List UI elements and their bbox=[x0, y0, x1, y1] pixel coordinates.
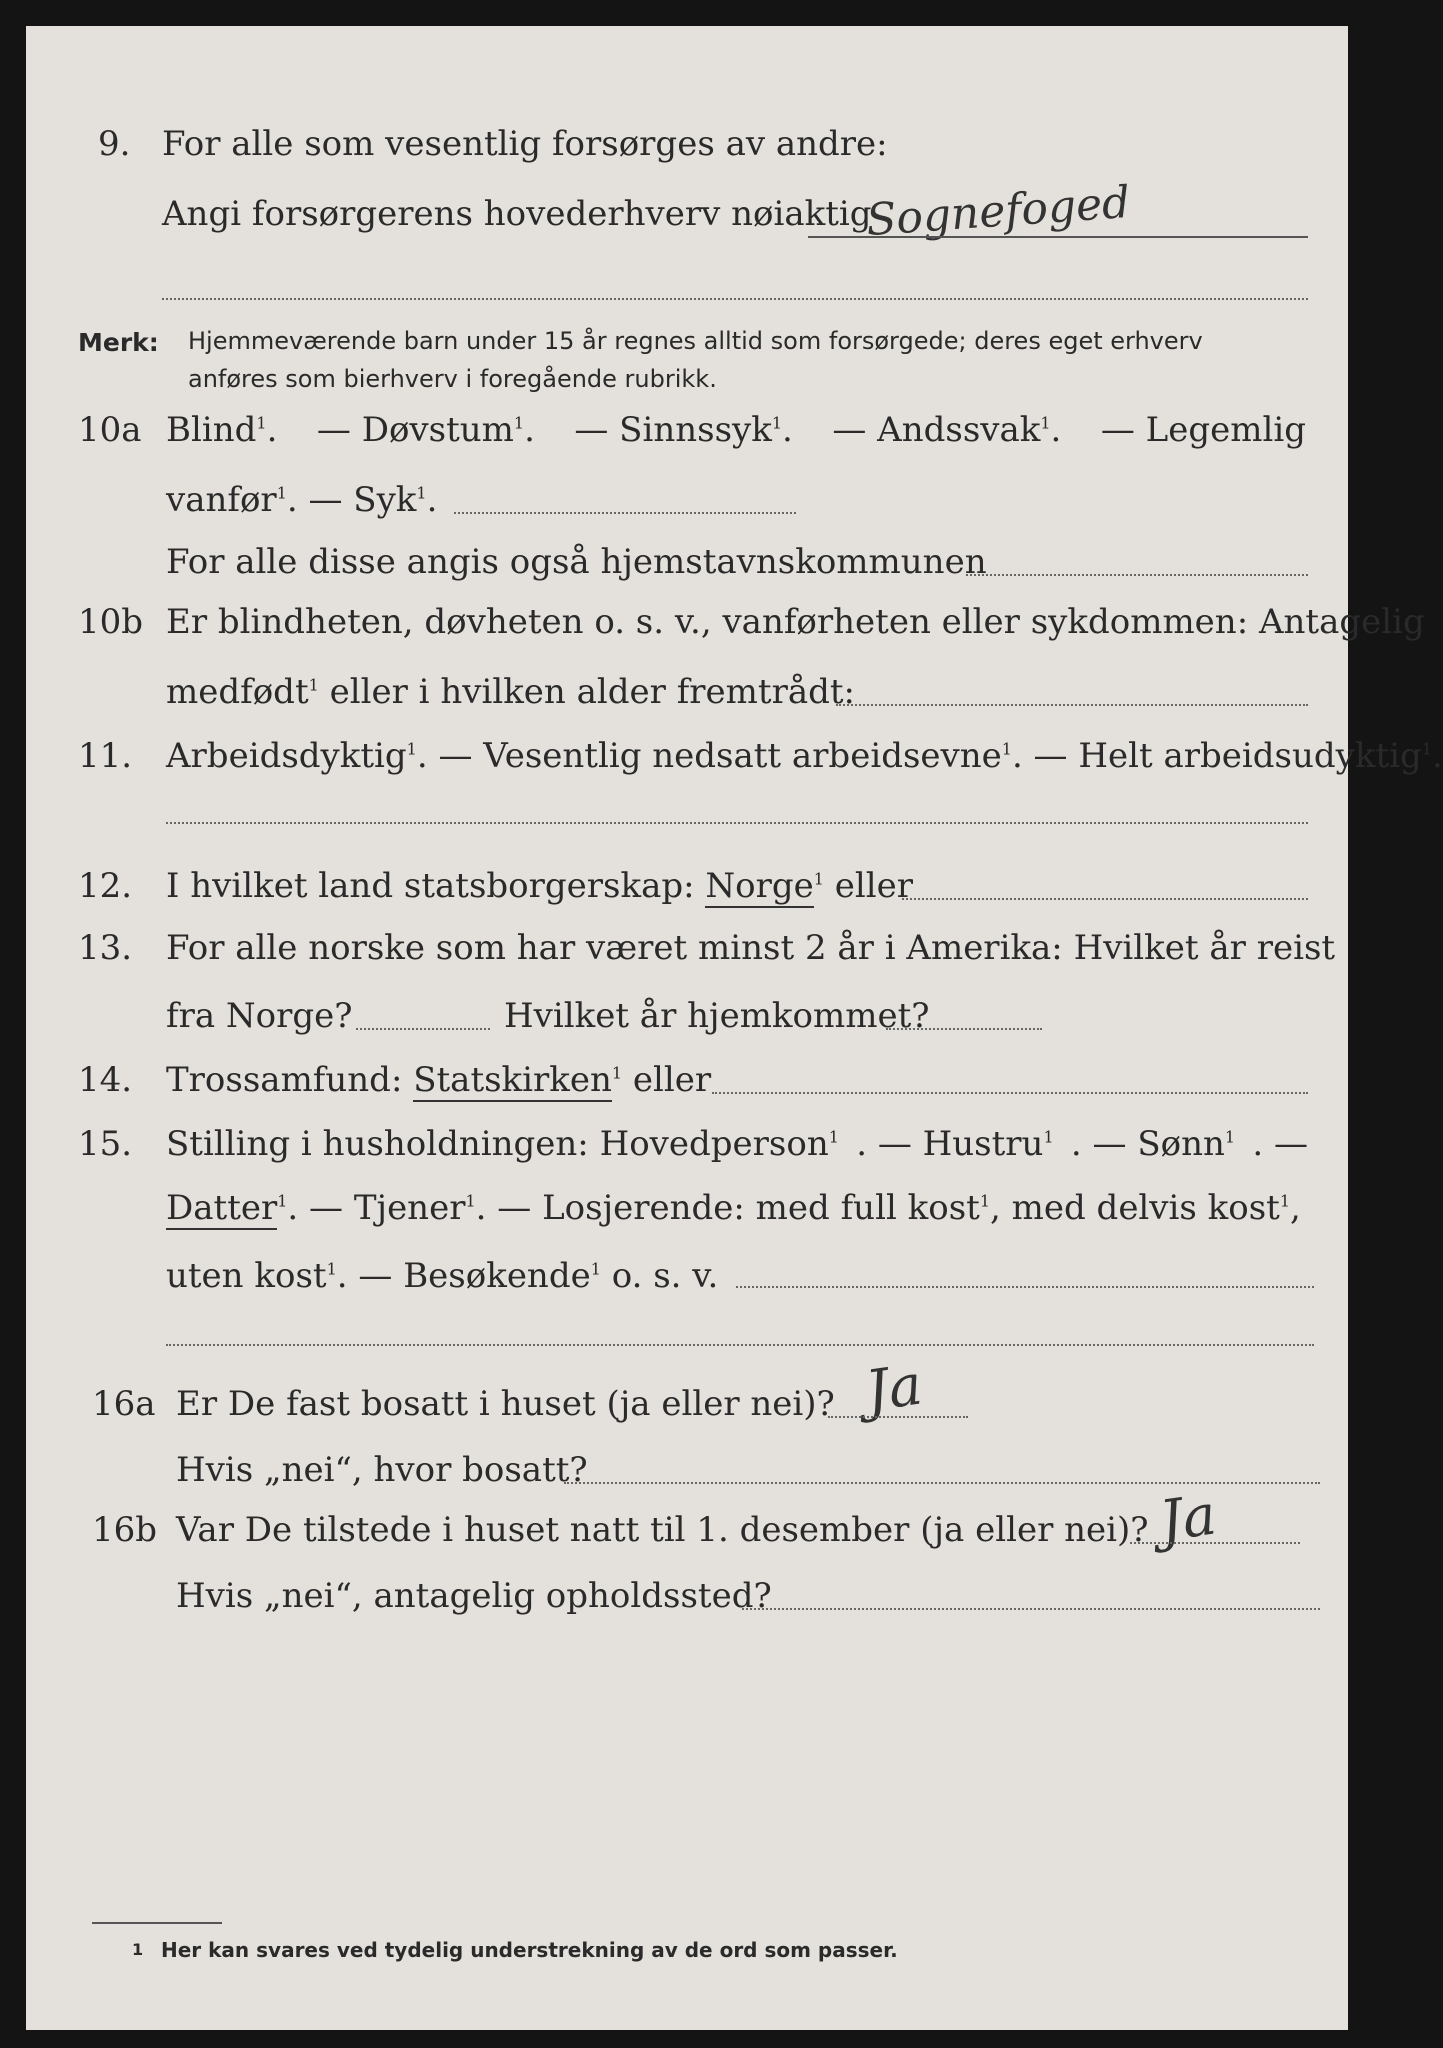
question-text: I hvilket land statsborgerskap: Norge$^1$ eller bbox=[166, 866, 913, 906]
question-number: 16b bbox=[92, 1510, 158, 1550]
question-text: Er De fast bosatt i huset (ja eller nei)? bbox=[176, 1384, 835, 1424]
handwritten-answer: Ja bbox=[861, 1352, 927, 1425]
note-text: anføres som bierhverv i foregående rubrikk. bbox=[188, 365, 717, 393]
option: — Døvstum$^1$. bbox=[316, 410, 535, 450]
note-label: Merk: bbox=[78, 328, 159, 357]
footnote-mark: 1 bbox=[132, 1940, 144, 1959]
answer-line bbox=[712, 1092, 1308, 1094]
question-number: 9. bbox=[98, 124, 131, 164]
question-text: medfødt$^1$ eller i hvilken alder fremtrådt: bbox=[166, 672, 855, 712]
answer-line bbox=[356, 1028, 490, 1030]
question-text: For alle som vesentlig forsørges av andre: bbox=[162, 124, 888, 164]
question-text: Hvis „nei“, antagelig opholdssted? bbox=[176, 1576, 772, 1616]
option: . — bbox=[1252, 1124, 1308, 1164]
census-form-page bbox=[26, 26, 1443, 2030]
answer-line bbox=[836, 704, 1308, 706]
handwritten-answer: Sognefoged bbox=[864, 176, 1132, 247]
answer-line bbox=[166, 1344, 1314, 1346]
option: — Legemlig bbox=[1100, 410, 1306, 450]
option: — Andssvak$^1$. bbox=[832, 410, 1062, 450]
answer-line bbox=[162, 298, 1308, 300]
question-text: Hvilket år hjemkommet? bbox=[504, 996, 930, 1036]
answer-line bbox=[828, 1416, 968, 1418]
option: — Sinnssyk$^1$. bbox=[574, 410, 793, 450]
answer-line bbox=[742, 1608, 1320, 1610]
answer-line bbox=[736, 1286, 1314, 1288]
question-number: 12. bbox=[78, 866, 133, 906]
question-text: Trossamfund: Statskirken$^1$ eller bbox=[166, 1060, 712, 1100]
answer-line bbox=[454, 512, 796, 514]
question-text: Arbeidsdyktig$^1$. — Vesentlig nedsatt arbeidsevne$^1$. — Helt arbeidsudyktig$^1$. bbox=[166, 736, 1443, 776]
question-number: 15. bbox=[78, 1124, 133, 1164]
question-text: Angi forsørgerens hovederhverv nøiaktig bbox=[162, 194, 872, 234]
answer-line bbox=[166, 822, 1308, 824]
question-text: Var De tilstede i huset natt til 1. desember (ja eller nei)? bbox=[176, 1510, 1149, 1550]
note-text: Hjemmeværende barn under 15 år regnes alltid som forsørgede; deres eget erhverv bbox=[188, 327, 1203, 355]
question-text: fra Norge? bbox=[166, 996, 353, 1036]
question-text: Datter$^1$. — Tjener$^1$. — Losjerende: med full kost$^1$, med delvis kost$^1$, bbox=[166, 1188, 1301, 1228]
answer-line bbox=[886, 1028, 1042, 1030]
question-options bbox=[166, 410, 1306, 450]
question-text: For alle norske som har været minst 2 år i Amerika: Hvilket år reist bbox=[166, 928, 1336, 968]
answer-line bbox=[902, 898, 1308, 900]
question-number: 13. bbox=[78, 928, 133, 968]
question-text: Hvis „nei“, hvor bosatt? bbox=[176, 1450, 588, 1490]
answer-line bbox=[808, 236, 1308, 238]
answer-line bbox=[966, 574, 1308, 576]
question-number: 11. bbox=[78, 736, 133, 776]
selected-option: Statskirken bbox=[413, 1060, 612, 1100]
question-number: 16a bbox=[92, 1384, 156, 1424]
option: Stilling i husholdningen: Hovedperson$^1$ bbox=[166, 1124, 839, 1164]
answer-line bbox=[1130, 1542, 1300, 1544]
selected-option: Datter bbox=[166, 1188, 278, 1228]
question-text: vanfør$^1$. — Syk$^1$. bbox=[166, 480, 438, 520]
option: . — Sønn$^1$ bbox=[1070, 1124, 1236, 1164]
question-text: uten kost$^1$. — Besøkende$^1$ o. s. v. bbox=[166, 1256, 719, 1296]
question-number: 10b bbox=[78, 602, 144, 642]
question-number: 14. bbox=[78, 1060, 133, 1100]
question-options bbox=[166, 1124, 1308, 1164]
question-number: 10a bbox=[78, 410, 142, 450]
footnote-rule bbox=[92, 1922, 222, 1924]
option: . — Hustru$^1$ bbox=[856, 1124, 1054, 1164]
question-text: For alle disse angis også hjemstavnskommunen bbox=[166, 542, 987, 582]
handwritten-answer: Ja bbox=[1155, 1482, 1221, 1555]
question-text: Er blindheten, døvheten o. s. v., vanførheten eller sykdommen: Antagelig bbox=[166, 602, 1425, 642]
selected-option: Norge bbox=[705, 866, 814, 906]
option: Blind$^1$. bbox=[166, 410, 278, 450]
footnote-text: Her kan svares ved tydelig understrekning av de ord som passer. bbox=[161, 1938, 898, 1962]
